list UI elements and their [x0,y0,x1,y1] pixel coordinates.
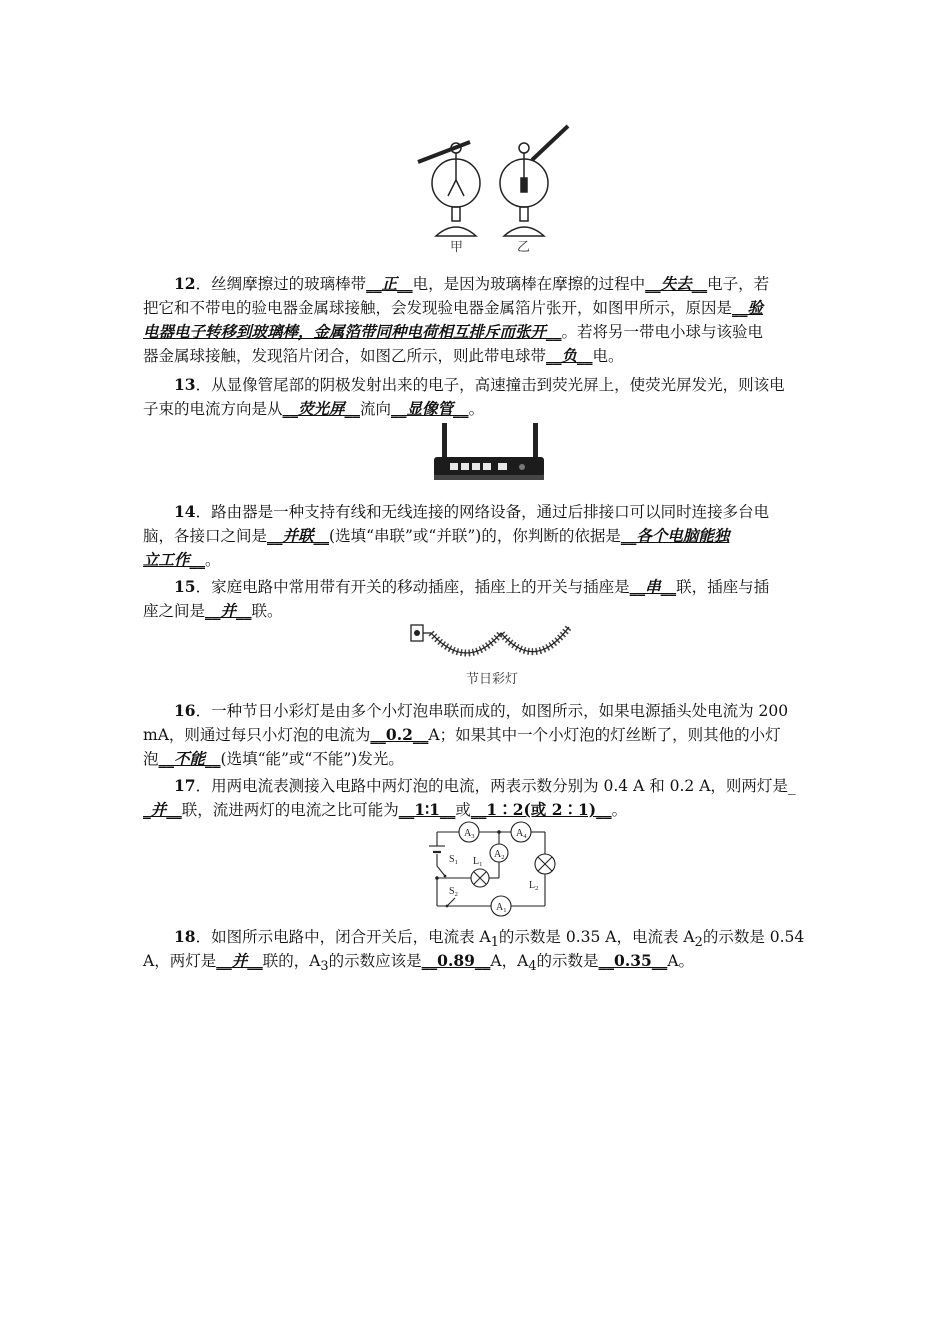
lights-caption: 节日彩灯 [465,672,518,687]
question-18 [143,925,807,973]
subscript: 2 [694,935,703,951]
question-text: 泡 [143,750,159,768]
question-text: (选填“能”或“不能”)发光。 [220,750,404,768]
ammeter-a2-label: $A_2$ [494,849,505,861]
answer-blank: __正__ [366,274,413,293]
answer-blank: __并__ [205,601,252,620]
electroscope-illustration [412,118,582,256]
question-15 [143,575,807,623]
ammeter-a3-label: $A_3$ [464,828,475,840]
question-text: 。 [205,551,221,569]
answer-blank: __0.89__ [421,951,491,970]
question-text: 的示数是 0.35 A，电流表 A [498,928,695,946]
question-text: A。 [667,952,695,970]
answer-blank: __0.35__ [598,951,668,970]
question-text: (选填“串联”或“并联”)的，你判断的依据是 [329,527,621,545]
circuit-diagram [425,820,565,918]
question-text: ．丝绸摩擦过的玻璃棒带 [195,275,367,293]
electroscope-figure [412,118,582,256]
question-number: 17 [174,776,196,795]
question-number: 16 [174,701,196,720]
question-text: A，A [490,952,529,970]
answer-blank: __并__ [216,951,263,970]
question-17 [143,774,807,822]
question-text: ．用两电流表测接入电路中两灯泡的电流，两表示数分别为 0.4 A 和 0.2 A，则两灯是_ [195,777,796,795]
question-text: 电，是因为玻璃棒在摩擦的过程中 [412,275,646,293]
question-text: 的示数是 0.54 [702,928,805,946]
question-text: ．路由器是一种支持有线和无线连接的网络设备，通过后排接口可以同时连接多台电 [195,503,770,521]
question-text: 座之间是 [143,602,206,620]
subscript: 4 [528,959,537,975]
question-text: 的示数是 [536,952,599,970]
answer-blank: __失去__ [645,274,708,293]
question-text: mA，则通过每只小灯泡的电流为 [143,726,371,744]
question-number: 13 [174,375,196,394]
question-text: 。 [468,400,485,418]
answer-blank: __验 [732,298,764,317]
router-illustration [430,421,548,483]
answer-blank: __1∶1__ [398,800,456,819]
question-number: 14 [174,502,196,521]
answer-blank: __负__ [546,346,593,365]
router-figure [430,421,548,483]
answer-blank: __荧光屏__ [282,399,361,418]
question-text: 电子，若 [707,275,770,293]
question-text: 脑，各接口之间是 [143,527,268,545]
question-text: 子束的电流方向是从 [143,400,283,418]
answer-blank: __各个电脑能独 [620,526,730,545]
question-text: 或 [455,801,471,819]
switch-s2-label: $S_2$ [449,886,458,898]
question-16 [143,699,807,771]
label-jia: 甲 [450,240,464,255]
question-text: 流向 [360,400,392,418]
answer-blank: __串__ [629,577,677,596]
question-text: 联，流进两灯的电流之比可能为 [181,801,399,819]
question-text: 。 [611,801,628,819]
question-text: A，两灯是 [143,952,217,970]
ammeter-a4-label: $A_4$ [516,828,527,840]
question-text: 联，插座与插 [676,578,770,596]
answer-blank: 电器电子转移到玻璃棒，金属箔带同种电荷相互排斥而张开__ [143,322,562,341]
question-text: 器金属球接触，发现箔片闭合，如图乙所示，则此带电球带 [143,347,547,365]
question-text: 联。 [251,602,283,620]
question-12 [143,272,807,368]
circuit-figure [425,820,565,918]
string-lights-illustration [409,619,575,669]
lamp-l1-label: $L_1$ [473,856,483,868]
question-text: ．如图所示电路中，闭合开关后，电流表 A [195,928,491,946]
question-text: 。若将另一带电小球与该验电 [561,323,764,341]
question-text: A；如果其中一个小灯泡的灯丝断了，则其他的小灯 [428,726,781,744]
answer-blank: __并联__ [267,526,330,545]
answer-blank: __0.2__ [370,725,429,744]
answer-blank: 立工作__ [143,550,206,569]
answer-blank: __显像管__ [391,399,469,418]
switch-s1-label: $S_1$ [449,854,458,866]
question-13 [143,373,807,421]
question-14 [143,500,807,572]
question-number: 15 [174,577,196,596]
subscript: 3 [320,959,329,975]
question-number: 18 [174,927,196,946]
question-text: ．一种节日小彩灯是由多个小灯泡串联而成的，如图所示，如果电源插头处电流为 200 [195,702,789,720]
subscript: 1 [490,935,499,951]
question-text: 联的，A [262,952,321,970]
question-text: ．家庭电路中常用带有开关的移动插座，插座上的开关与插座是 [195,578,630,596]
question-text: 把它和不带电的验电器金属球接触，会发现验电器金属箔片张开，如图甲所示，原因是 [143,299,733,317]
question-text: 的示数应该是 [328,952,422,970]
question-text: 电。 [592,347,624,365]
lamp-l2-label: $L_2$ [529,880,539,892]
question-text: ．从显像管尾部的阴极发射出来的电子，高速撞击到荧光屏上，使荧光屏发光，则该电 [195,376,785,394]
string-lights-figure [409,619,575,669]
answer-blank: __不能__ [158,749,221,768]
label-yi: 乙 [517,240,531,255]
answer-blank: _并__ [143,800,182,819]
question-number: 12 [174,274,196,293]
answer-blank: __1∶2(或 2∶1)__ [470,800,612,819]
ammeter-a1-label: $A_1$ [496,902,507,914]
